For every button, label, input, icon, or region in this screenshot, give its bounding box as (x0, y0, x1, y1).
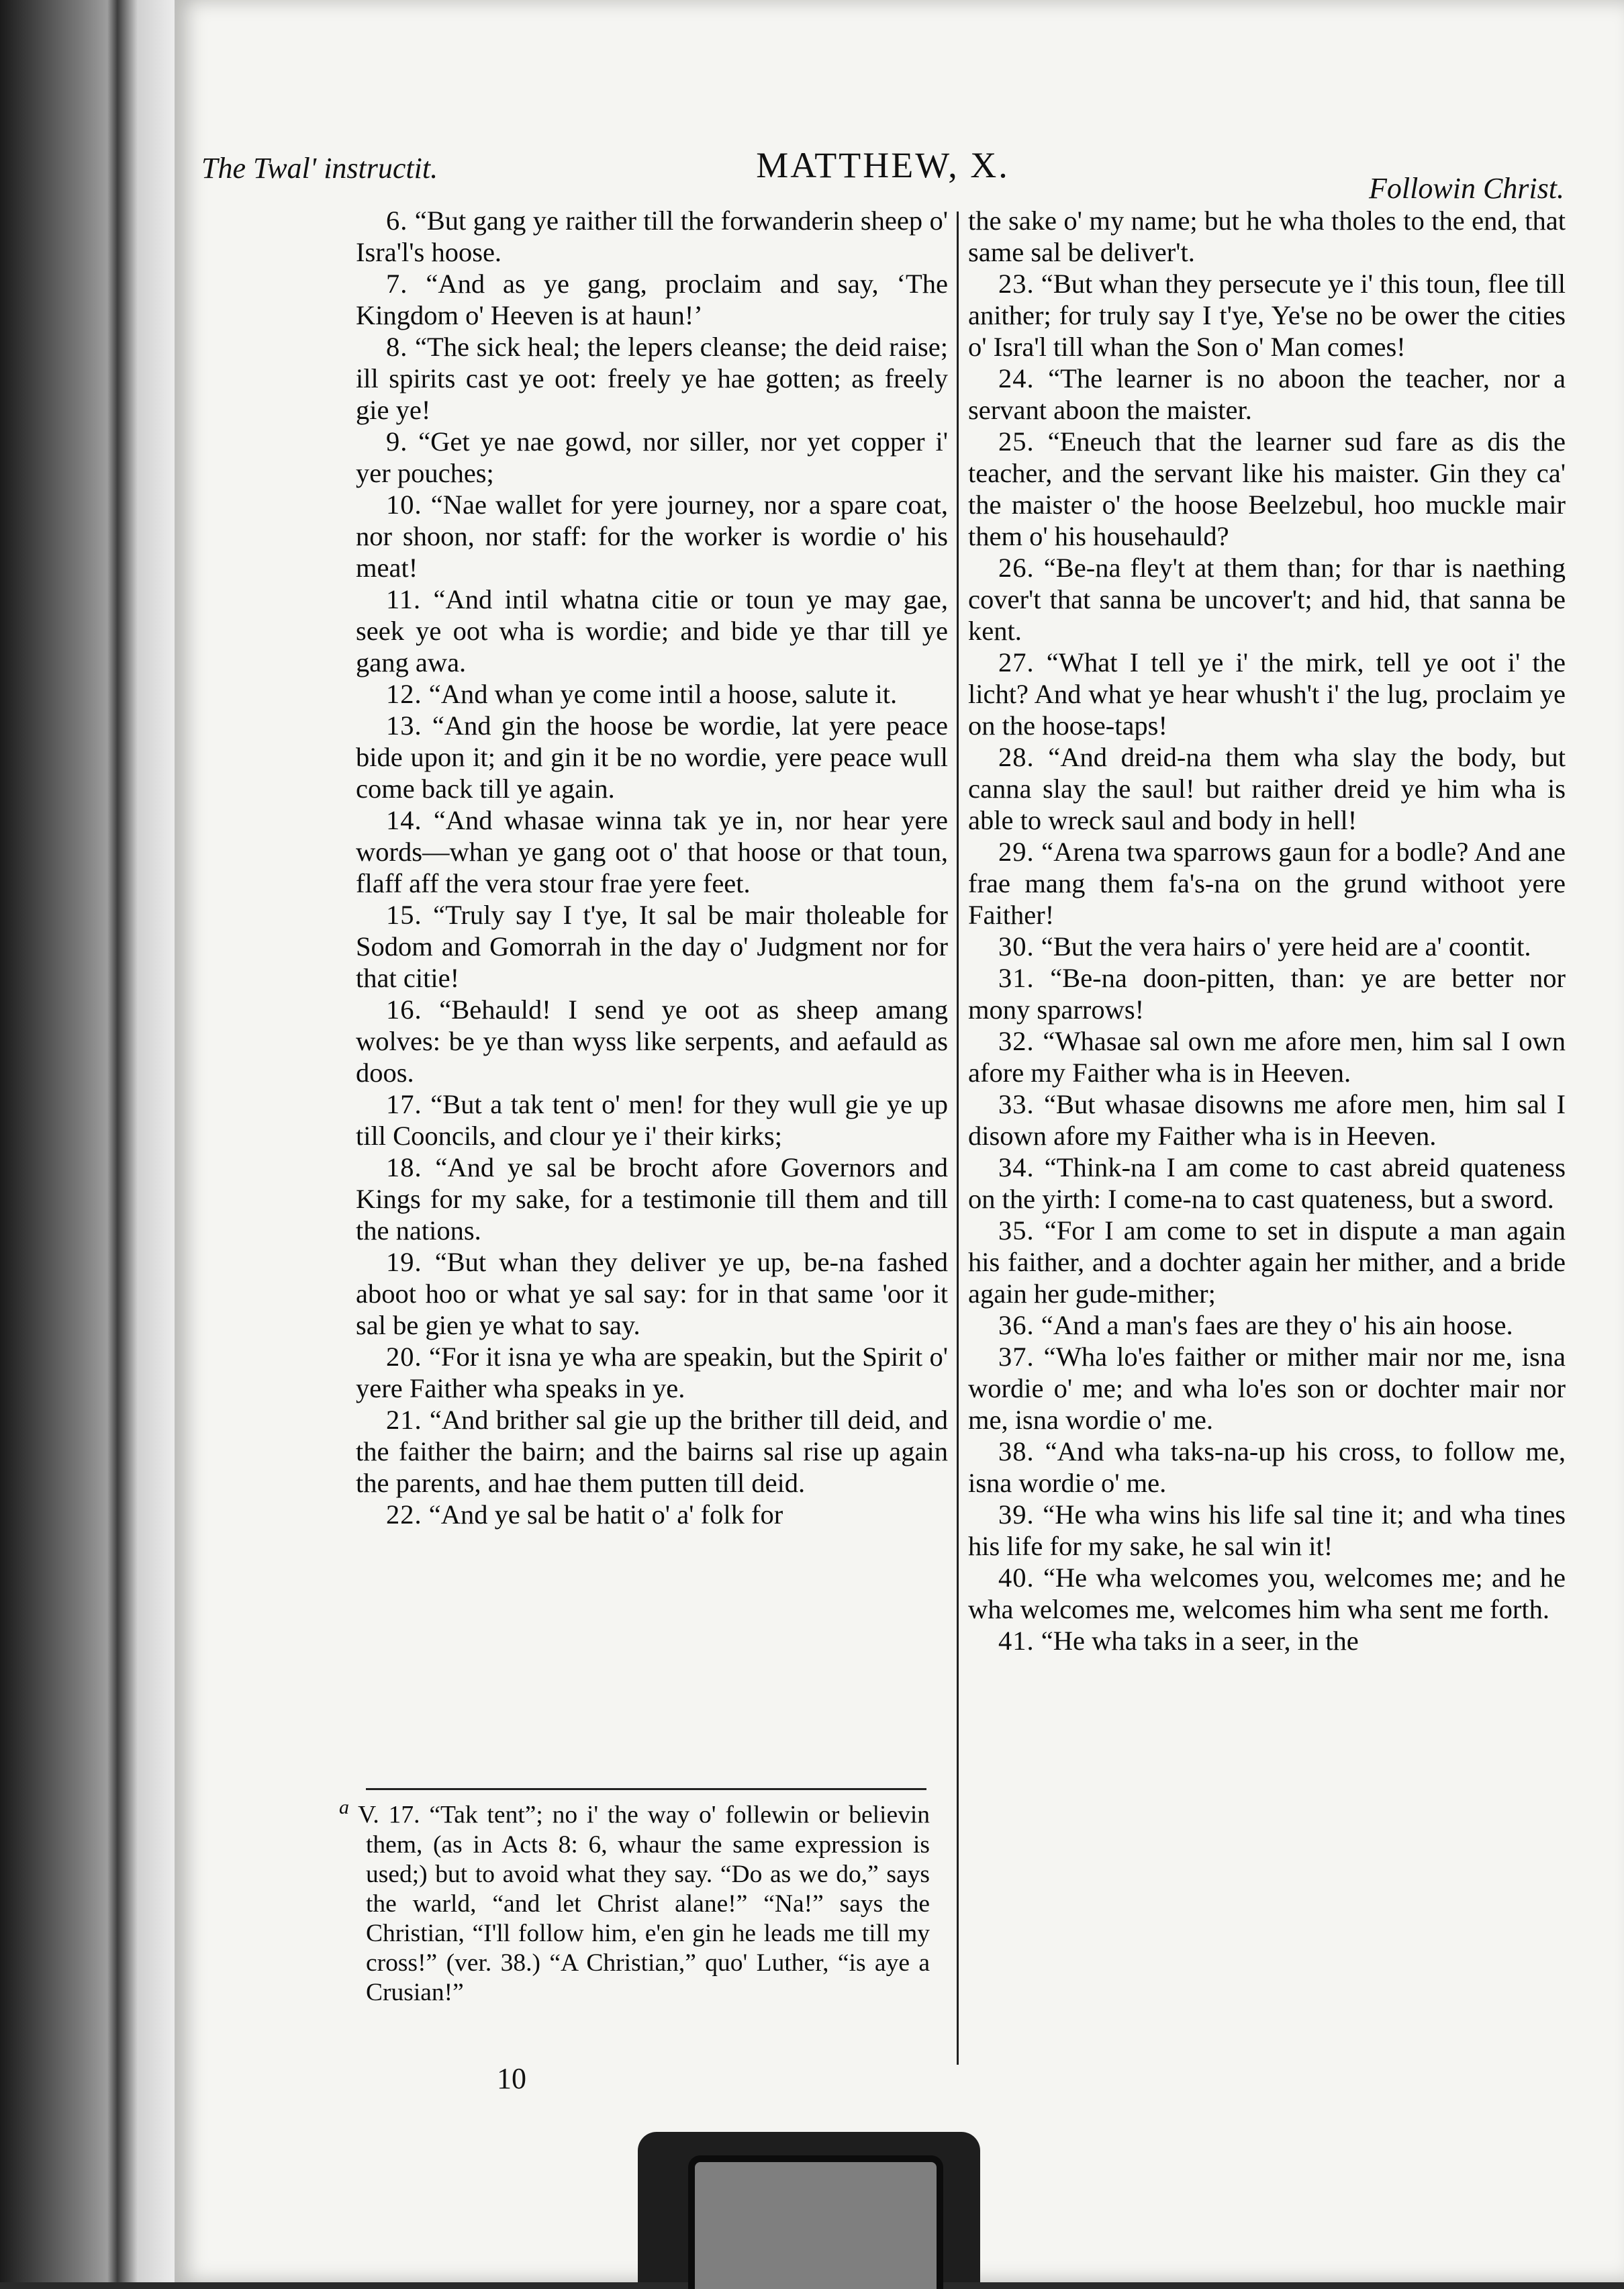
verse: 33. “But whasae disowns me afore men, him sal I disown afore my Faither wha is in Heeven. (968, 1089, 1566, 1151)
header-right-title: Followin Christ. (1369, 172, 1564, 205)
verse: 14. “And whasae winna tak ye in, nor hear yere words—whan ye gang oot o' that hoose or that toun, flaff aff the vera stour frae yere feet. (356, 805, 948, 898)
verse: 16. “Behauld! I send ye oot as sheep amang wolves: be ye than wyss like serpents, and aefauld as doos. (356, 994, 948, 1088)
right-text-column (968, 205, 1566, 1656)
verse: 37. “Wha lo'es faither or mither mair nor me, isna wordie o' me; and wha lo'es son or dochter mair nor me, isna wordie o' me. (968, 1342, 1566, 1435)
page-clip-window (688, 2155, 943, 2289)
verse: 23. “But whan they persecute ye i' this toun, flee till anither; for truly say I t'ye, Ye'se no be ower the cities o' Isra'l till whan the Son o' Man comes! (968, 269, 1566, 362)
verse: 15. “Truly say I t'ye, It sal be mair tholeable for Sodom and Gomorrah in the day o' Judgment nor for that citie! (356, 900, 949, 993)
verse: 10. “Nae wallet for yere journey, nor a spare coat, nor shoon, nor staff: for the worker is wordie o' his meat! (356, 489, 948, 583)
verse: 6. “But gang ye raither till the forwanderin sheep o' Isra'l's hoose. (356, 205, 949, 267)
verse: 11. “And intil whatna citie or toun ye may gae, seek ye oot wha is wordie; and bide ye thar till ye gang awa. (356, 584, 948, 678)
footnote-text: $^a$ V. 17. “Tak tent”; no i' the way o' follewin or believin them, (as in Acts 8: 6, whaur the same expression is used;) but to avoid what they say. “Do as we do,” says the warld, “and let Christ alane!” “Na!” says the Christian, “I'll follow him, e'en gin he leads me till my cross!” (ver. 38.) “A Christian,” quo' Luther, “is aye a Crusian!” (339, 1796, 930, 2006)
verse: 12. “And whan ye come intil a hoose, salute it. (386, 679, 898, 709)
verse: 13. “And gin the hoose be wordie, lat yere peace bide upon it; and gin it be no wordie, yere peace wull come back till ye again. (356, 710, 949, 804)
verse: 38. “And wha taks-na-up his cross, to follow me, isna wordie o' me. (968, 1436, 1566, 1498)
verse: 9. “Get ye nae gowd, nor siller, nor yet copper i' yer pouches; (356, 426, 948, 488)
verse: 27. “What I tell ye i' the mirk, tell ye oot i' the licht? And what ye hear whush't i' the lug, proclaim ye on the hoose-taps! (968, 647, 1566, 741)
verse: 18. “And ye sal be brocht afore Governors and Kings for my sake, for a testimonie till them and till the nations. (356, 1152, 948, 1246)
verse: 41. “He wha taks in a seer, in the (998, 1626, 1359, 1656)
verse: 24. “The learner is no aboon the teacher, nor a servant aboon the maister. (968, 363, 1566, 425)
verse: 39. “He wha wins his life sal tine it; and wha tines his life for my sake, he sal win it! (968, 1499, 1566, 1561)
left-text-column (356, 205, 948, 1530)
footnote-rule (366, 1788, 926, 1790)
column-divider (957, 212, 959, 2065)
footnote-marker: a (339, 1796, 349, 1818)
verse: the sake o' my name; but he wha tholes to the end, that same sal be deliver't. (968, 205, 1566, 267)
verse: 30. “But the vera hairs o' yere heid are a' coontit. (998, 931, 1531, 962)
header-left-title: The Twal' instructit. (201, 152, 438, 185)
verse: 32. “Whasae sal own me afore men, him sal I own afore my Faither wha is in Heeven. (968, 1026, 1566, 1088)
verse: 28. “And dreid-na them wha slay the body, but canna slay the saul! but raither dreid ye him wha is able to wreck saul and body in hell! (968, 742, 1566, 835)
verse: 7. “And as ye gang, proclaim and say, ‘The Kingdom o' Heeven is at haun!’ (356, 269, 948, 330)
page-number: 10 (497, 2062, 526, 2095)
verse: 22. “And ye sal be hatit o' a' folk for (386, 1499, 783, 1530)
footnote (339, 1793, 930, 2008)
verse: 20. “For it isna ye wha are speakin, but the Spirit o' yere Faither wha speaks in ye. (356, 1342, 948, 1403)
verse: 34. “Think-na I am come to cast abreid quateness on the yirth: I come-na to cast quateness, but a sword. (968, 1152, 1566, 1214)
verse: 17. “But a tak tent o' men! for they wull gie ye up till Cooncils, and clour ye i' their kirks; (356, 1089, 948, 1151)
verse: 36. “And a man's faes are they o' his ain hoose. (998, 1310, 1513, 1340)
verse: 25. “Eneuch that the learner sud fare as dis the teacher, and the servant like his maister. Gin they ca' the maister o' the hoose Beelzebul, hoo muckle mair them o' his househauld? (968, 426, 1566, 551)
verse: 26. “Be-na fley't at them than; for thar is naething cover't that sanna be uncover't; and hid, that sanna be kent. (968, 553, 1566, 646)
verse: 31. “Be-na doon-pitten, than: ye are better nor mony sparrows! (968, 963, 1566, 1025)
verse: 29. “Arena twa sparrows gaun for a bodle? And ane frae mang them fa's-na on the grund withoot yere Faither! (968, 837, 1566, 930)
verse: 35. “For I am come to set in dispute a man again his faither, and a dochter again her mither, and a bride again her gude-mither; (968, 1215, 1566, 1309)
verse: 40. “He wha welcomes you, welcomes me; and he wha welcomes me, welcomes him wha sent me forth. (968, 1562, 1566, 1624)
running-header (201, 144, 1564, 205)
verse: 19. “But whan they deliver ye up, be-na fashed aboot hoo or what ye sal say: for in that same 'oor it sal be gien ye what to say. (356, 1247, 948, 1340)
header-book-chapter: MATTHEW, X. (756, 145, 1010, 185)
verse: 21. “And brither sal gie up the brither till deid, and the faither the bairn; and the bairns sal rise up again the parents, and hae them putten till deid. (356, 1405, 948, 1498)
verse: 8. “The sick heal; the lepers cleanse; the deid raise; ill spirits cast ye oot: freely ye hae gotten; as freely gie ye! (356, 332, 948, 425)
